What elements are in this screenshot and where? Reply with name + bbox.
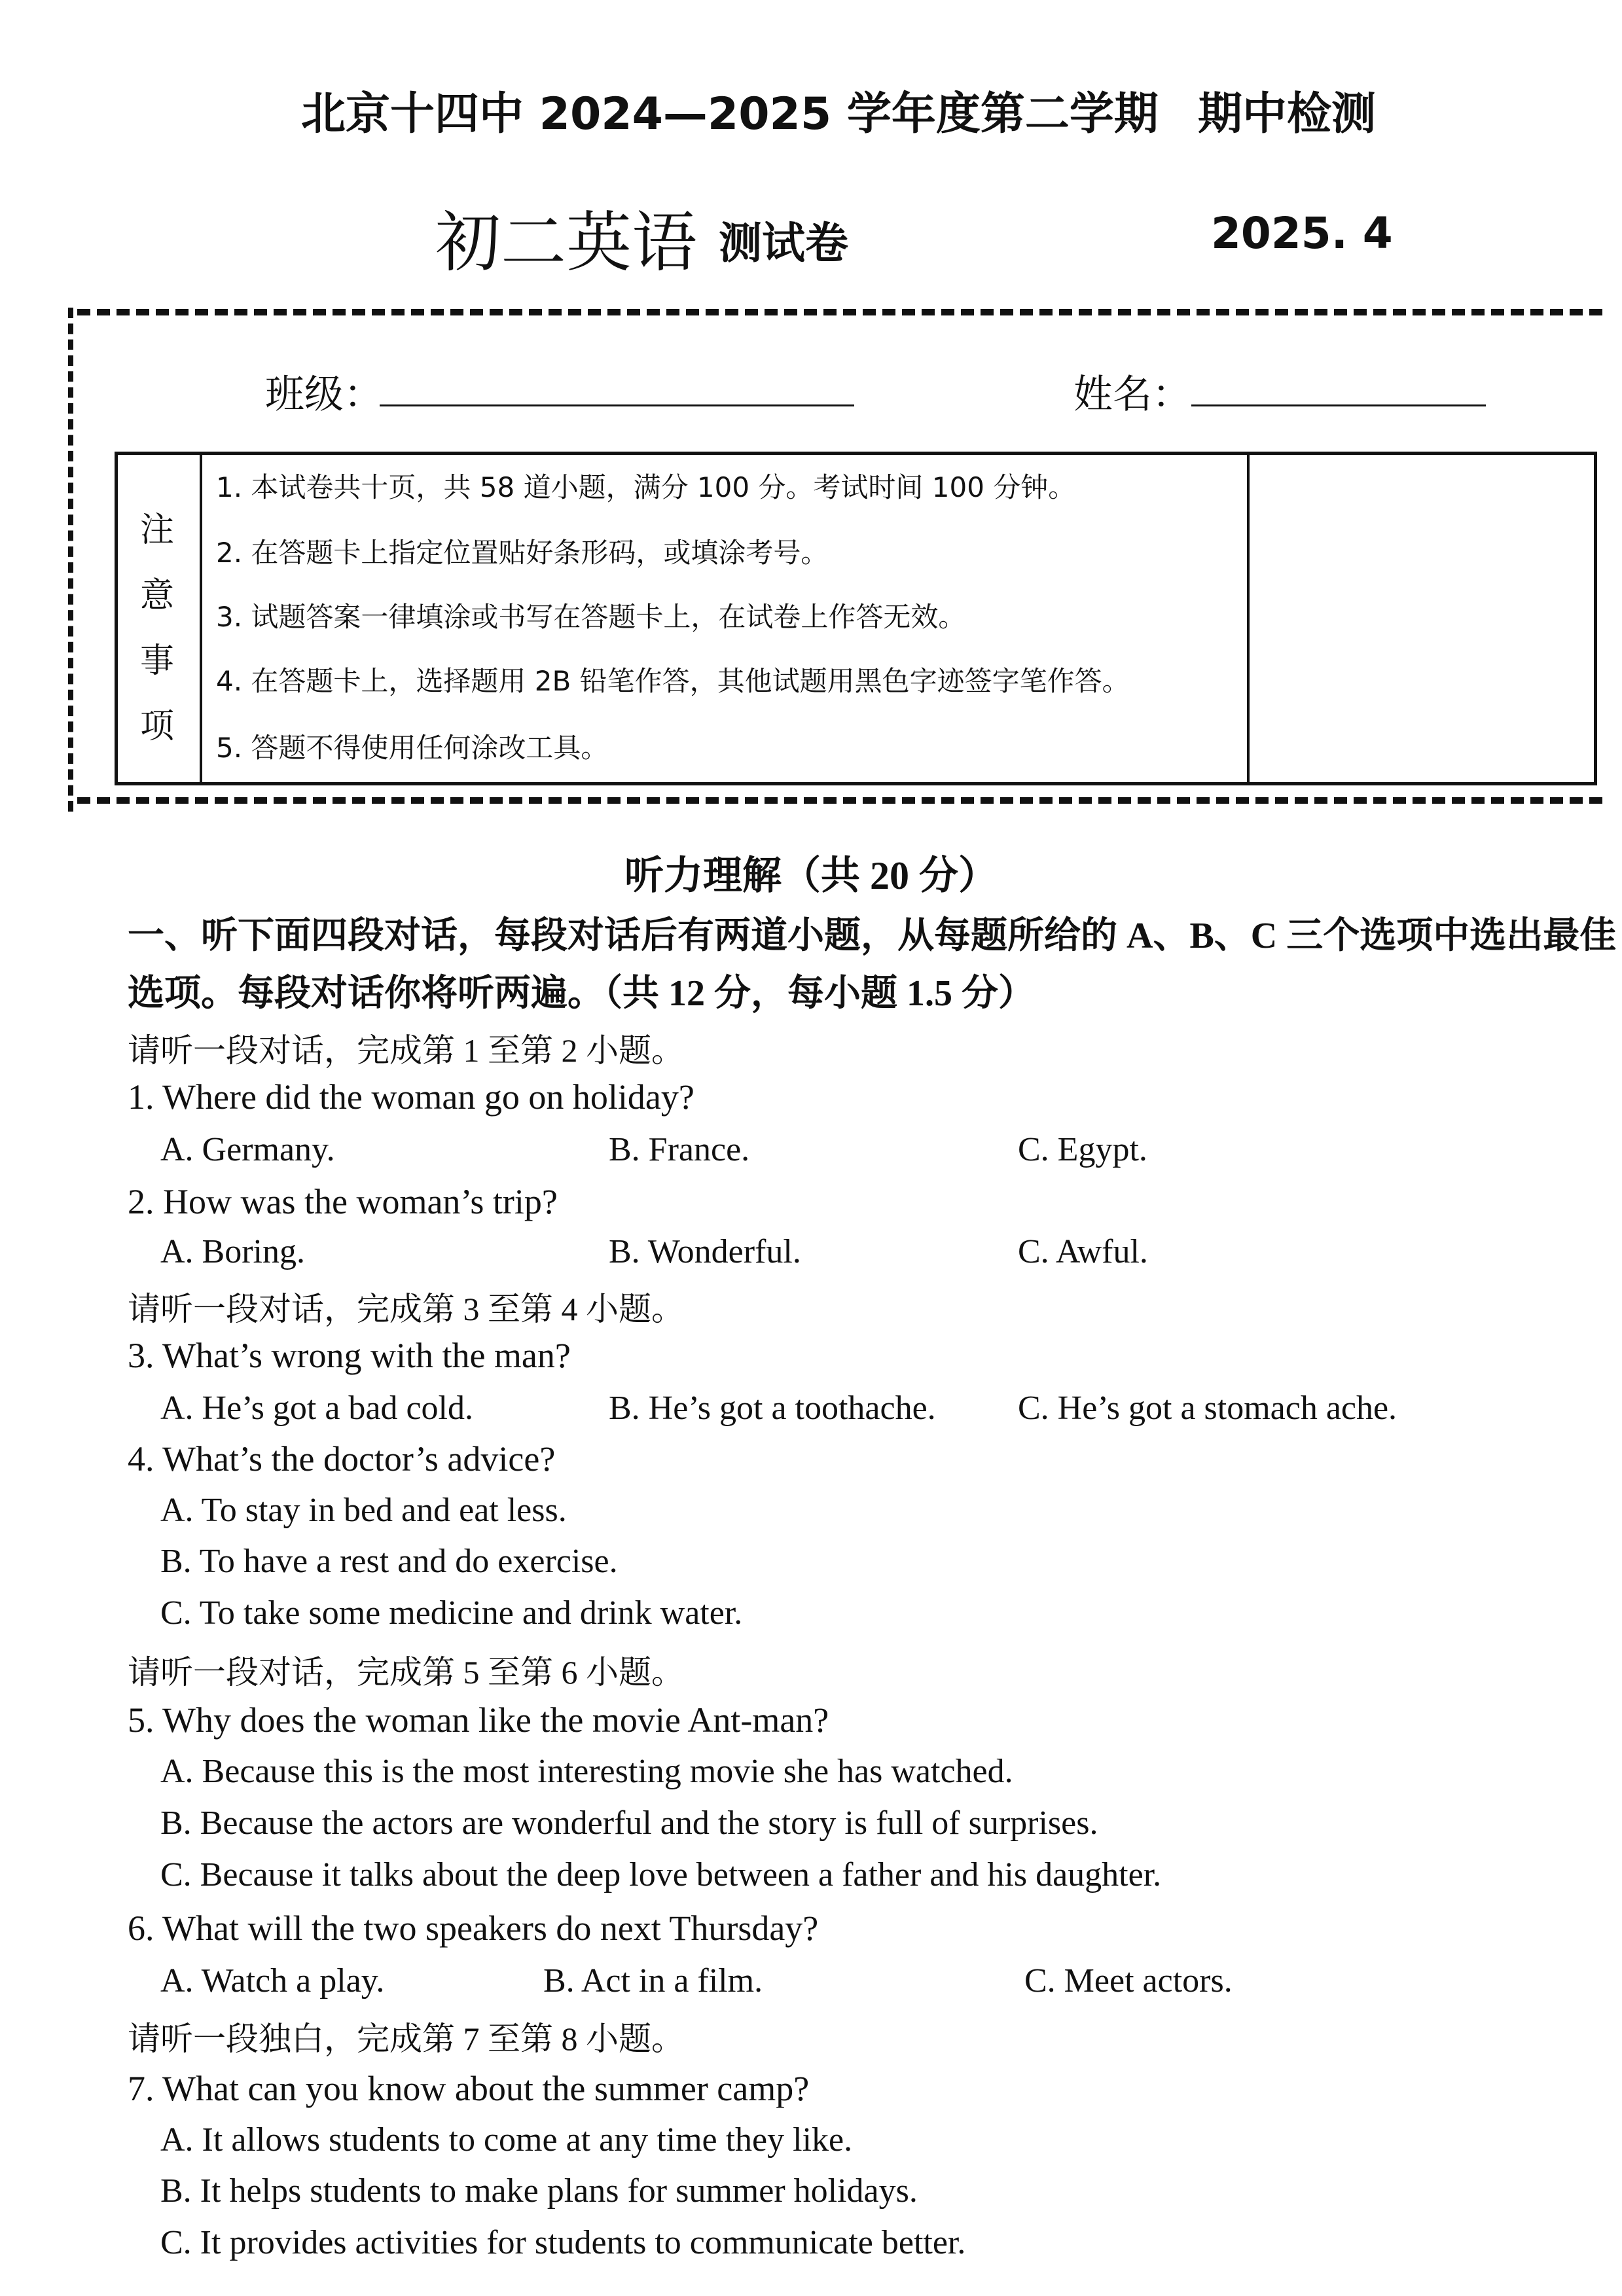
option-c[interactable]: C. It provides activities for students to communicate better. xyxy=(160,2224,966,2261)
class-label: 班级： xyxy=(265,373,383,416)
question-5: 5. Why does the woman like the movie Ant-man? xyxy=(128,1700,829,1740)
question-1: 1. Where did the woman go on holiday? xyxy=(128,1077,694,1117)
option-b[interactable]: B. To have a rest and do exercise. xyxy=(160,1543,618,1580)
option-b[interactable]: B. He’s got a toothache. xyxy=(609,1390,936,1427)
notice-heading-char: 意 xyxy=(139,576,174,615)
notice-item: 1. 本试卷共十页，共 58 道小题，满分 100 分。考试时间 100 分钟。 xyxy=(216,471,1076,503)
option-b[interactable]: B. Wonderful. xyxy=(609,1233,801,1270)
dashed-border-left xyxy=(68,308,73,812)
name-field[interactable] xyxy=(1191,404,1486,406)
class-field[interactable] xyxy=(380,404,854,406)
dashed-border-top xyxy=(77,309,1602,315)
notice-heading-char: 项 xyxy=(139,707,174,746)
option-a[interactable]: A. Because this is the most interesting movie she has watched. xyxy=(160,1753,1013,1790)
option-a[interactable]: A. Boring. xyxy=(160,1233,305,1270)
notice-heading-char: 事 xyxy=(139,641,174,681)
notice-divider xyxy=(200,452,202,785)
listening-prompt: 请听一段对话，完成第 5 至第 6 小题。 xyxy=(128,1654,684,1691)
option-c[interactable]: C. Meet actors. xyxy=(1024,1962,1233,2000)
subject-title: 初二英语 xyxy=(435,207,697,279)
exam-term: 期中检测 xyxy=(1198,88,1377,140)
paper-type: 测试卷 xyxy=(719,218,848,268)
barcode-area-divider xyxy=(1247,452,1250,785)
section-title: 听力理解（共 20 分） xyxy=(624,854,998,897)
question-2: 2. How was the woman’s trip? xyxy=(128,1182,558,1221)
option-a[interactable]: A. Germany. xyxy=(160,1131,335,1168)
option-a[interactable]: A. It allows students to come at any time they like. xyxy=(160,2121,853,2159)
notice-item: 4. 在答题卡上，选择题用 2B 铅笔作答，其他试题用黑色字迹签字笔作答。 xyxy=(216,665,1130,697)
question-3: 3. What’s wrong with the man? xyxy=(128,1336,571,1375)
exam-date: 2025. 4 xyxy=(1211,208,1393,259)
listening-prompt: 请听一段对话，完成第 3 至第 4 小题。 xyxy=(128,1291,684,1327)
notice-heading xyxy=(128,497,187,759)
question-7: 7. What can you know about the summer camp? xyxy=(128,2069,810,2108)
option-a[interactable]: A. To stay in bed and eat less. xyxy=(160,1492,567,1529)
listening-prompt: 请听一段独白，完成第 7 至第 8 小题。 xyxy=(128,2020,684,2057)
listening-prompt: 请听一段对话，完成第 1 至第 2 小题。 xyxy=(128,1032,684,1069)
option-c[interactable]: C. Because it talks about the deep love between a father and his daughter. xyxy=(160,1856,1162,1893)
dashed-border-bottom xyxy=(77,797,1602,804)
option-b[interactable]: B. France. xyxy=(609,1131,750,1168)
notice-item: 2. 在答题卡上指定位置贴好条形码，或填涂考号。 xyxy=(216,537,829,569)
option-c[interactable]: C. He’s got a stomach ache. xyxy=(1018,1390,1397,1427)
option-c[interactable]: C. Awful. xyxy=(1018,1233,1148,1270)
section-instruction: 一、听下面四段对话，每段对话后有两道小题，从每题所给的 A、B、C 三个选项中选出最佳 xyxy=(128,916,1617,956)
notice-item: 5. 答题不得使用任何涂改工具。 xyxy=(216,732,609,764)
section-instruction: 选项。每段对话你将听两遍。（共 12 分，每小题 1.5 分） xyxy=(128,973,1035,1014)
exam-title: 北京十四中 2024—2025 学年度第二学期 xyxy=(301,88,1159,140)
question-4: 4. What’s the doctor’s advice? xyxy=(128,1439,556,1479)
option-c[interactable]: C. Egypt. xyxy=(1018,1131,1147,1168)
option-b[interactable]: B. Act in a film. xyxy=(543,1962,763,2000)
option-b[interactable]: B. Because the actors are wonderful and the story is full of surprises. xyxy=(160,1804,1098,1842)
notice-item: 3. 试题答案一律填涂或书写在答题卡上，在试卷上作答无效。 xyxy=(216,601,966,633)
option-b[interactable]: B. It helps students to make plans for summer holidays. xyxy=(160,2172,918,2210)
option-c[interactable]: C. To take some medicine and drink water. xyxy=(160,1594,743,1632)
notice-heading-char: 注 xyxy=(139,511,174,550)
name-label: 姓名： xyxy=(1073,373,1191,416)
option-a[interactable]: A. He’s got a bad cold. xyxy=(160,1390,474,1427)
option-a[interactable]: A. Watch a play. xyxy=(160,1962,385,2000)
question-6: 6. What will the two speakers do next Thursday? xyxy=(128,1909,819,1948)
